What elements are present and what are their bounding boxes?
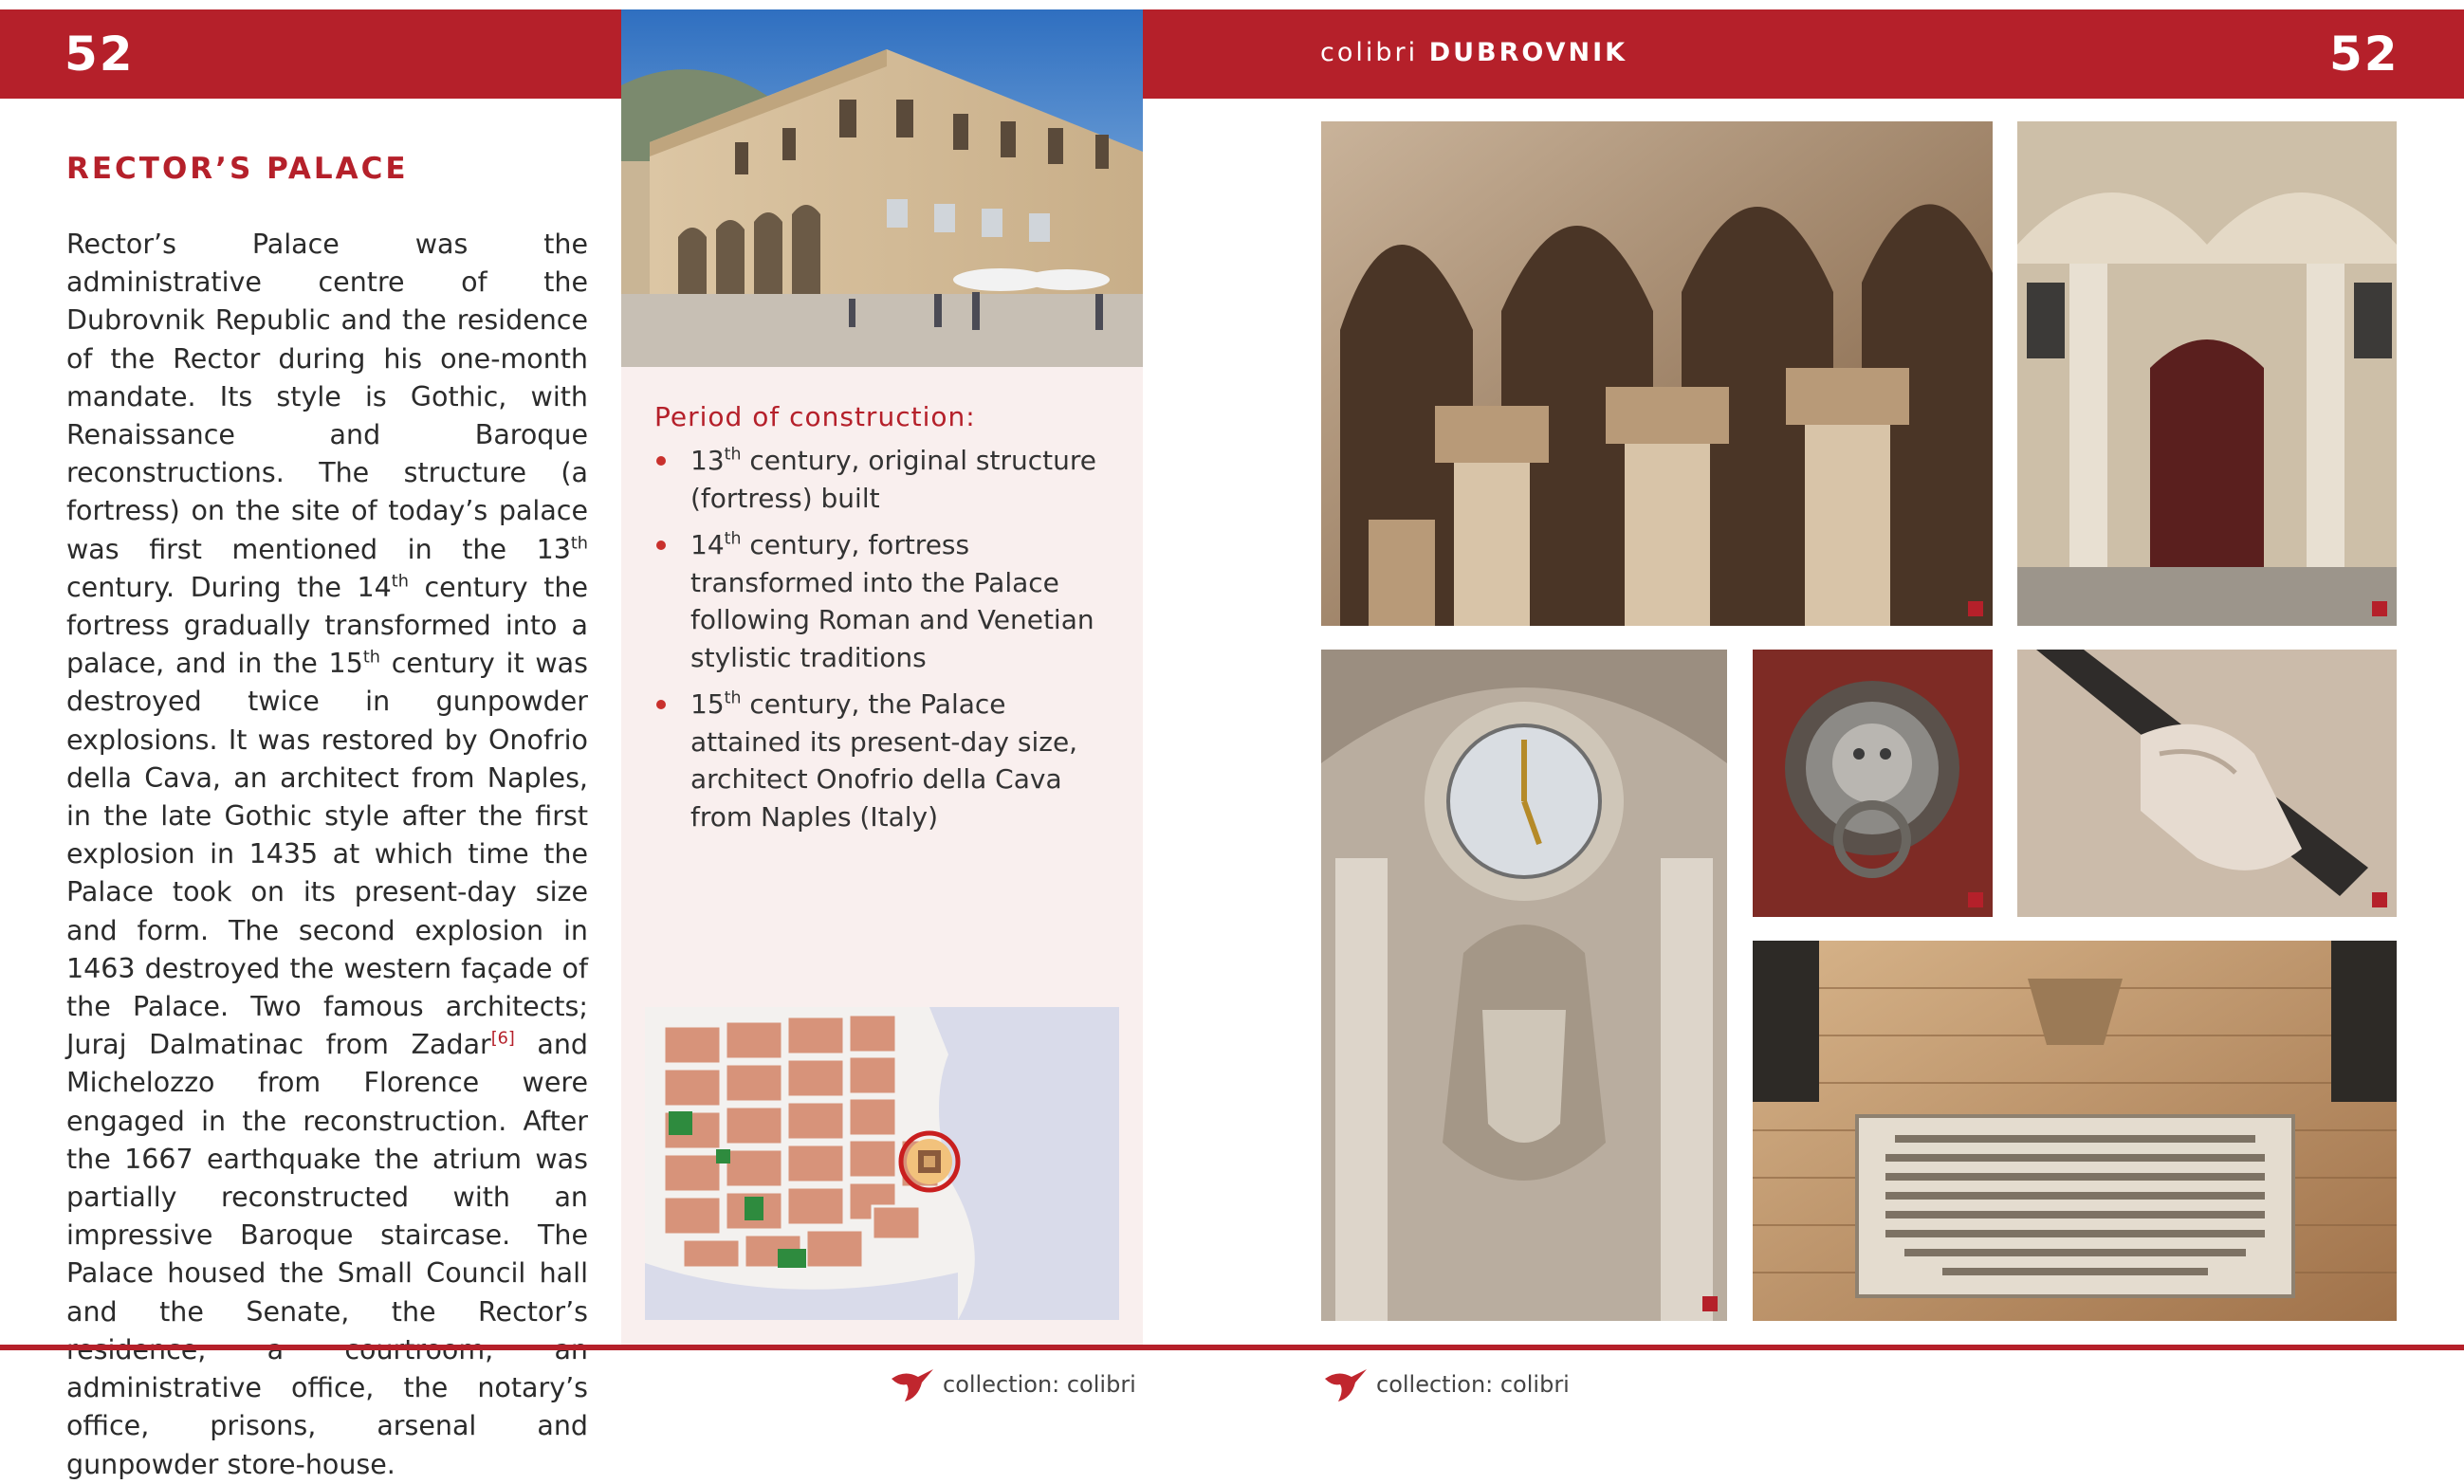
period-item-sup: th <box>724 445 742 465</box>
period-item-pre: 13 <box>690 445 725 476</box>
photo-marker-icon <box>2372 601 2387 616</box>
period-item-post: century, original structure (fortress) built <box>690 445 1096 514</box>
body-sup: th <box>570 534 588 554</box>
footer-right <box>1323 1365 1570 1403</box>
right-page-number: 52 <box>2329 27 2400 82</box>
latin-inscription-photo <box>1753 941 2397 1321</box>
footer-text-right: collection: colibri <box>1376 1371 1570 1398</box>
footnote-ref[interactable]: [6] <box>490 1029 515 1049</box>
palace-portal-photo <box>2017 121 2397 626</box>
article-body <box>66 226 588 1484</box>
body-text: century the fortress gradually transformed into a palace, and in the 15 <box>66 571 588 680</box>
photo-marker-icon <box>2372 892 2387 907</box>
header-title <box>1320 38 1627 67</box>
bullet-icon <box>656 540 666 550</box>
footer-text-left: collection: colibri <box>943 1371 1136 1398</box>
header-brand: colibri <box>1320 38 1429 67</box>
list-item <box>654 442 1114 517</box>
period-item-sup: th <box>724 688 742 708</box>
body-text: Rector’s Palace was the administrative centre of the Dubrovnik Republic and the residence of the Rector during his one-month mandate. Its style is Gothic, with Renaissance and Baroque reconstructions. The structure (a fortress) on the site of today’s palace was first mentioned in the 13 <box>66 229 588 565</box>
photo-marker-icon <box>1968 601 1983 616</box>
period-title: Period of construction: <box>654 401 976 432</box>
body-text: century it was destroyed twice in gunpowder explosions. It was restored by Onofrio della Cava, an architect from Naples, in the late Gothic style after the first explosion in 1435 at which time the Palace took on its present-day size and form. The second explosion in 1463 destroyed the western façade of the Palace. Two famous architects; Juraj Dalmatinac from Zadar <box>66 648 588 1061</box>
palace-exterior-photo <box>621 9 1143 367</box>
body-sup: th <box>362 648 380 668</box>
period-item-sup: th <box>724 529 742 549</box>
footer-left <box>890 1365 1136 1403</box>
section-title: RECTOR’S PALACE <box>66 152 409 186</box>
left-page-number: 52 <box>64 27 135 82</box>
period-item-post: century, the Palace attained its present-day size, architect Onofrio della Cava from Naples (Italy) <box>690 688 1078 833</box>
body-text: century. During the 14 <box>66 571 392 603</box>
bullet-icon <box>656 456 666 466</box>
body-text: and Michelozzo from Florence were engaged in the reconstruction. After the 1667 earthquake the atrium was partially reconstructed with an impressive Baroque staircase. The Palace housed the Small Council hall and the Senate, the Rector’s administrative office, the notary’s office, prisons, arsenal and gunpowder store-house. <box>66 1029 588 1480</box>
header-city: DUBROVNIK <box>1428 38 1628 67</box>
stone-hand-photo <box>2017 650 2397 917</box>
lion-knocker-photo <box>1753 650 1993 917</box>
period-item-post: century, fortress transformed into the Palace following Roman and Venetian stylistic traditions <box>690 529 1094 673</box>
period-item-pre: 14 <box>690 529 725 560</box>
period-list <box>654 442 1114 845</box>
clock-and-crest-photo <box>1321 650 1727 1321</box>
location-map <box>645 1007 1119 1320</box>
photo-marker-icon <box>1702 1296 1718 1311</box>
list-item <box>654 526 1114 676</box>
colibri-logo-icon <box>890 1365 935 1403</box>
list-item <box>654 686 1114 835</box>
photo-marker-icon <box>1968 892 1983 907</box>
colibri-logo-icon <box>1323 1365 1369 1403</box>
footer-divider <box>0 1345 2464 1350</box>
period-item-pre: 15 <box>690 688 725 720</box>
bullet-icon <box>656 700 666 709</box>
arcade-capitals-photo <box>1321 121 1993 626</box>
body-sup: th <box>391 572 409 592</box>
